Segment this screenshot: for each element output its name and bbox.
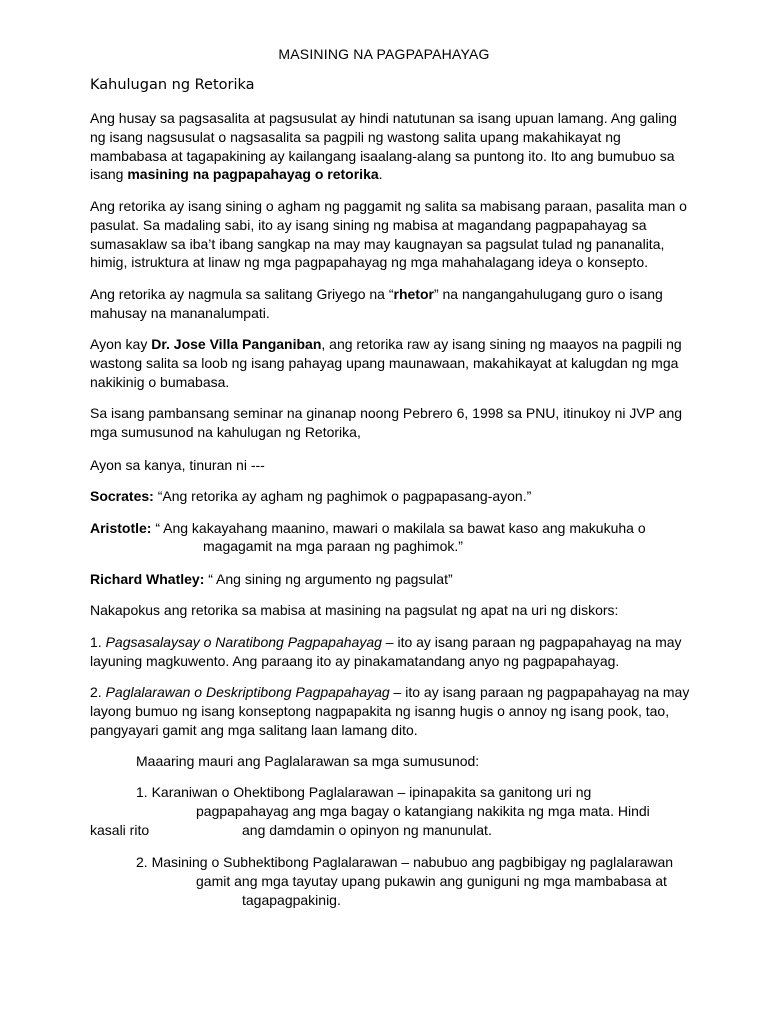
paragraph-intro-end: .: [378, 166, 383, 183]
sub-item-2-line2: gamit ang mga tayutay upang pukawin ang guniguni ng mga mambabasa at: [196, 873, 667, 889]
paragraph-intro: [90, 109, 690, 184]
document-title: MASINING NA PAGPAPAHAYAG: [278, 46, 490, 62]
paragraph-intro-bold: masining na pagpapahayag o retorika: [127, 166, 379, 183]
paragraph-panganiban-bold: Dr. Jose Villa Panganiban: [151, 336, 322, 352]
paragraph-panganiban-after: , ang retorika raw ay isang sining ng maayos na pagpili ng wastong salita sa loob ng isang pahayag upang maunawaan, makahikayat at kalugdan ng mga nakikinig o bumabasa.: [90, 336, 682, 390]
sub-item-1-line3a: kasali rito: [90, 822, 150, 838]
paragraph-origin-after: ” na nangangahulugang guro o isang mahusay na mananalumpati.: [90, 286, 663, 321]
paragraph-intro-text: Ang husay sa pagsasalita at pagsusulat ay hindi natutunan sa isang upuan lamang. Ang galing ng isang nagsusulat o nagsasalita sa pagpili ng wastong salita upang makahikayat ng mambabasa at tagapakining ay kailangang isaalang-alang sa puntong ito. Ito ang bumubuo sa isang: [90, 110, 677, 183]
paragraph-origin-before: Ang retorika ay nagmula sa salitang Griyego na “: [90, 286, 394, 302]
list-item-naratibo: [90, 633, 690, 671]
list-item-deskriptibo-text: – ito ay isang paraan ng pagpapahayag na may layong bumuo ng isang konseptong nagpapakita ng isanng hugis o annoy ng isang pook, tao, pangyayari gamit ang mga salitang laan lamang dito.: [90, 684, 690, 738]
quote-socrates-name: Socrates:: [90, 488, 154, 504]
sub-item-1-line3b: ang damdamin o opinyon ng manunulat.: [242, 822, 492, 838]
list-item-naratibo-num: 1.: [90, 634, 106, 650]
quote-whatley: [90, 570, 690, 589]
paragraph-origin: [90, 285, 690, 323]
sub-intro: Maaaring mauri ang Paglalarawan sa mga sumusunod:: [136, 753, 480, 769]
quote-socrates-text: “Ang retorika ay agham ng paghimok o pagpapasang-ayon.”: [153, 488, 532, 504]
quote-aristotle-name: Aristotle:: [90, 520, 152, 536]
quote-socrates: [90, 487, 690, 506]
list-item-deskriptibo: [90, 683, 690, 739]
quote-whatley-name: Richard Whatley:: [90, 571, 205, 587]
quote-aristotle-line2: magagamit na mga paraan ng paghimok.”: [203, 538, 463, 554]
paragraph-panganiban-before: Ayon kay: [90, 336, 152, 352]
quote-whatley-text: “ Ang sining ng argumento ng pagsulat”: [204, 571, 453, 587]
paragraph-ayon: Ayon sa kanya, tinuran ni ---: [90, 457, 265, 473]
paragraph-seminar: Sa isang pambansang seminar na ginanap noong Pebrero 6, 1998 sa PNU, itinukoy ni JVP ang mga sumusunod na kahulugan ng Retorika,: [90, 405, 683, 440]
sub-item-1-line1: 1. Karaniwan o Ohektibong Paglalarawan – ipinapakita sa ganitong uri ng: [136, 784, 592, 800]
list-item-naratibo-text: – ito ay isang paraan ng pagpapahayag na may layuning magkuwento. Ang paraang ito ay pinakamatandang anyo ng pagpapahayag.: [90, 634, 682, 669]
sub-item-2-line3: tagapagpakinig.: [242, 892, 341, 908]
paragraph-diskors: Nakapokus ang retorika sa mabisa at masining na pagsulat ng apat na uri ng diskors:: [90, 602, 619, 618]
sub-item-2-line1: 2. Masining o Subhektibong Paglalarawan – nabubuo ang pagbibigay ng paglalarawan: [136, 854, 674, 870]
paragraph-panganiban: [90, 335, 690, 391]
quote-aristotle-line1: “ Ang kakayahang maanino, mawari o makilala sa bawat kaso ang makukuha o: [151, 520, 646, 536]
quote-aristotle: [90, 519, 690, 538]
list-item-deskriptibo-term: Paglalarawan o Deskriptibong Pagpapahayag: [105, 684, 390, 700]
sub-item-1-line2: pagpapahayag ang mga bagay o katangiang nakikita ng mga mata. Hindi: [196, 803, 650, 819]
section-heading: Kahulugan ng Retorika: [90, 77, 255, 93]
list-item-deskriptibo-num: 2.: [90, 684, 106, 700]
list-item-naratibo-term: Pagsasalaysay o Naratibong Pagpapahayag: [105, 634, 382, 650]
paragraph-origin-bold: rhetor: [393, 286, 434, 302]
paragraph-definition: Ang retorika ay isang sining o agham ng paggamit ng salita sa mabisang paraan, pasalita man o pasulat. Sa madaling sabi, ito ay isang sining ng mabisa at magandang pagpapahayag sa sumasaklaw sa iba’t ibang sangkap na may may kaugnayan sa pagsulat tulad ng pananalita, himig, istruktura at linaw ng mga pagpapahayag ng mga mahahalagang ideya o konsepto.: [90, 198, 687, 271]
